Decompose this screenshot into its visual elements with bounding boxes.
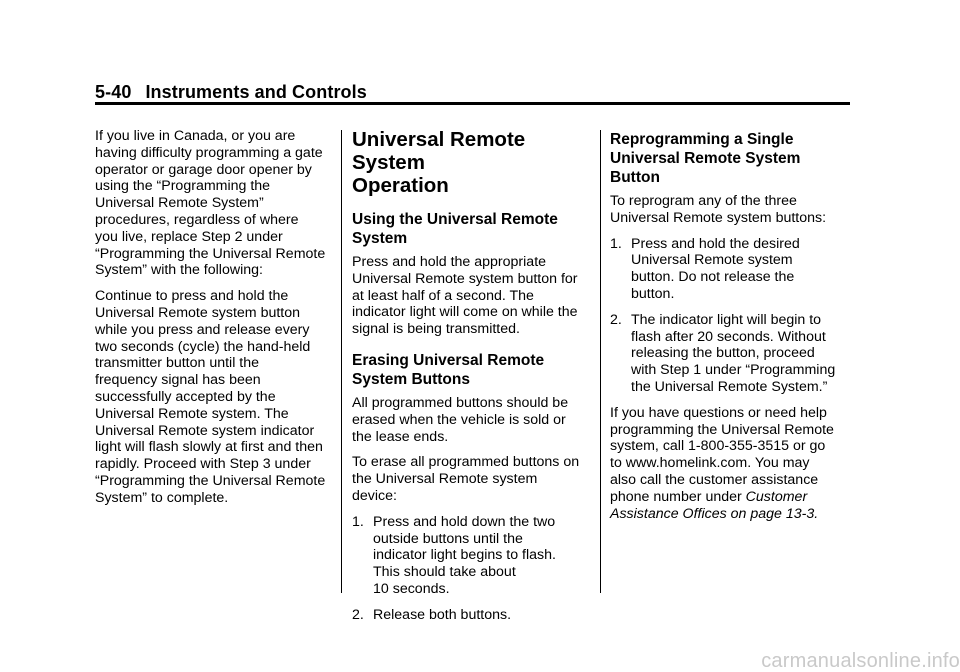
- step-text: Press and hold down the two outside buttons until the indicator light begins to flash. This should take about 10 seconds.: [373, 513, 556, 597]
- erasing-text-2: To erase all programmed buttons on the Universal Remote system device:: [352, 454, 580, 504]
- header-text: [95, 82, 850, 102]
- customer-assistance-reference: Customer Assistance Offices on page 13-3: [610, 488, 815, 522]
- column-divider-1: [341, 130, 342, 593]
- reprogramming-intro: To reprogram any of the three Universal Remote system buttons:: [610, 193, 827, 226]
- using-text: Press and hold the appropriate Universal Remote system button for at least half of a second. The indicator light will come on while the signal is being transmitted.: [352, 254, 578, 338]
- section-title: Universal Remote System Operation: [352, 128, 526, 197]
- continue-paragraph: Continue to press and hold the Universal Remote system button while you press and release every two seconds (cycle) the hand-held transmitter button until the frequency signal has been successfully accepted by the Universal Remote system. The Universal Remote system indicator light will flash slowly at first and then rapidly. Proceed with Step 3 under “Programming the Universal Remote System” to complete.: [95, 288, 326, 506]
- using-heading: Using the Universal Remote System: [352, 211, 558, 247]
- canada-paragraph: If you live in Canada, or you are having difficulty programming a gate operator or garage door opener by using the “Programming the Universal Remote System” procedures, regardless of where you live, replace Step 2 under “Programming the Universal Remote System” with the following:: [95, 128, 326, 279]
- watermark-text: carmanualsonline.info: [761, 650, 960, 672]
- reprogramming-heading: Reprogramming a Single Universal Remote System Button: [610, 131, 801, 186]
- step-number: 2.: [352, 606, 364, 623]
- page-header: [95, 82, 850, 102]
- page-number: 5-40: [95, 82, 132, 102]
- step-text: The indicator light will begin to flash after 20 seconds. Without releasing the button, proceed with Step 1 under “Programming the Universal Remote System.”: [631, 311, 836, 395]
- erasing-heading: Erasing Universal Remote System Buttons: [352, 351, 545, 388]
- column-2: [352, 128, 592, 633]
- list-item: [610, 312, 850, 396]
- step-number: 1.: [352, 513, 364, 530]
- erasing-steps: [352, 514, 592, 624]
- list-item: [352, 514, 592, 598]
- help-text: If you have questions or need help programming the Universal Remote system, call 1-800-355-3515 or go to www.homelink.com. You may also call the customer assistance phone number under: [610, 404, 834, 505]
- step-text: Release both buttons.: [373, 606, 512, 623]
- chapter-title: Instruments and Controls: [145, 82, 367, 102]
- reprogramming-steps: [610, 236, 850, 396]
- column-3: [610, 128, 850, 531]
- column-1: [95, 128, 335, 516]
- help-end: .: [814, 505, 819, 522]
- column-divider-2: [600, 130, 601, 593]
- step-number: 2.: [610, 311, 622, 328]
- step-number: 1.: [610, 235, 622, 252]
- header-rule: [95, 102, 850, 105]
- list-item: [610, 236, 850, 303]
- erasing-text-1: All programmed buttons should be erased when the vehicle is sold or the lease ends.: [352, 394, 569, 445]
- step-text: Press and hold the desired Universal Remote system button. Do not release the button.: [631, 235, 800, 302]
- list-item: [352, 607, 592, 624]
- help-paragraph: [610, 405, 850, 523]
